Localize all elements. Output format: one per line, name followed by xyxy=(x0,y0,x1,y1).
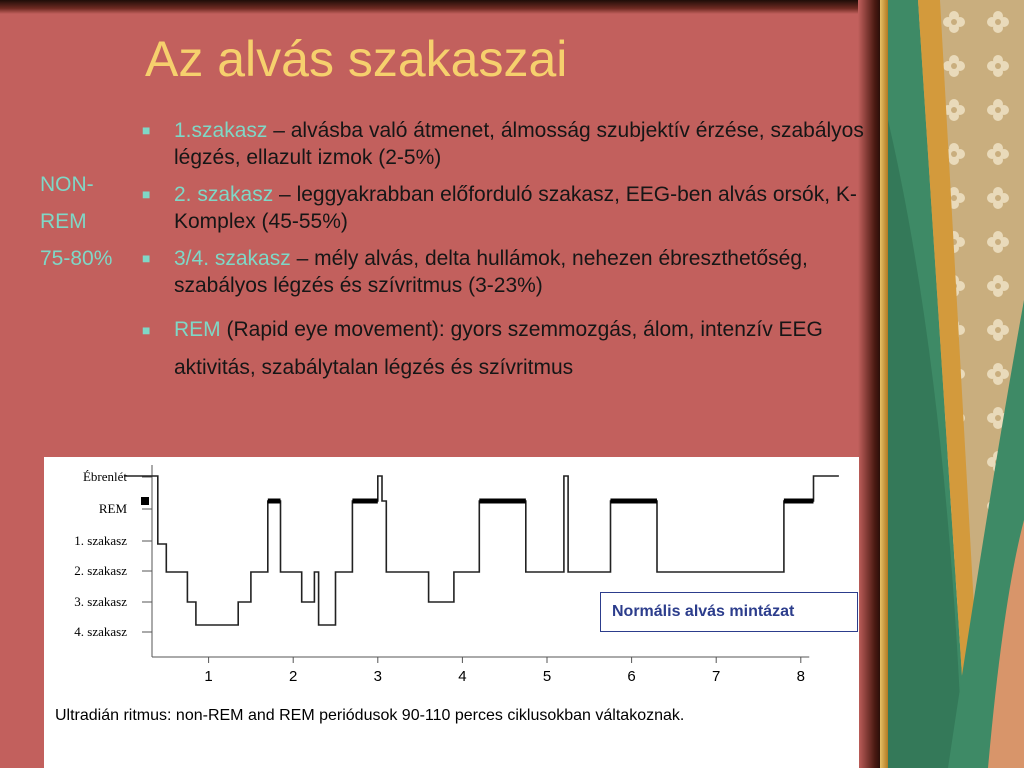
hypnogram-chart xyxy=(44,457,859,768)
y-tick-label: 4. szakasz xyxy=(74,624,127,639)
y-tick-label: 3. szakasz xyxy=(74,594,127,609)
non-rem-label xyxy=(40,166,112,277)
bullet-square-icon: ■ xyxy=(142,186,151,202)
y-tick-label: 1. szakasz xyxy=(74,533,127,548)
bullet-term: REM xyxy=(174,318,221,341)
x-tick-label: 5 xyxy=(542,668,552,685)
y-tick-label: 2. szakasz xyxy=(74,563,127,578)
bullet-square-icon: ■ xyxy=(142,250,151,266)
y-tick-label: Ébrenlét xyxy=(82,469,127,484)
x-tick-label: 6 xyxy=(627,668,636,685)
floral-pattern-image xyxy=(888,0,1024,768)
bullet-text: – alvásba való átmenet, álmosság szubjektív érzése, szabályos légzés, ellazult izmok (2-5%) xyxy=(174,119,864,169)
x-tick-label: 4 xyxy=(458,668,467,685)
non-rem-percentage: 75-80% xyxy=(40,247,113,270)
bullet-stage-1 xyxy=(142,117,902,171)
stage-bullet-list xyxy=(142,117,902,397)
bullet-text: – mély alvás, delta hullámok, nehezen ébreszthetőség, szabályos légzés és szívritmus (3-23%) xyxy=(174,247,808,297)
non-rem-line: NON- xyxy=(40,173,94,196)
bullet-stage-2 xyxy=(142,181,902,235)
bullet-rem xyxy=(142,311,902,387)
rem-marker xyxy=(141,497,149,505)
x-tick-label: 1 xyxy=(204,668,213,685)
bullet-square-icon: ■ xyxy=(142,322,151,338)
x-tick-label: 7 xyxy=(712,668,721,685)
x-tick-label: 2 xyxy=(289,668,298,685)
x-tick-label: 3 xyxy=(373,668,382,685)
x-tick-label: 8 xyxy=(796,668,805,685)
bullet-text: (Rapid eye movement): gyors szemmozgás, álom, intenzív EEG aktivitás, szabálytalan légzés és szívritmus xyxy=(174,318,823,379)
top-shadow-band xyxy=(0,0,880,14)
bullet-term: 3/4. szakasz xyxy=(174,247,291,270)
bullet-square-icon: ■ xyxy=(142,122,151,138)
bullet-stage-3-4 xyxy=(142,245,902,299)
slide-title: Az alvás szakaszai xyxy=(145,31,568,87)
bullet-text: – leggyakrabban előforduló szakasz, EEG-ben alvás orsók, K-Komplex (45-55%) xyxy=(174,183,857,233)
bullet-term: 2. szakasz xyxy=(174,183,274,206)
chart-legend: Normális alvás mintázat xyxy=(600,592,858,632)
y-tick-label: REM xyxy=(98,501,127,516)
chart-caption: Ultradián ritmus: non-REM and REM periódusok 90-110 perces ciklusokban váltakoznak. xyxy=(55,707,685,724)
non-rem-line: REM xyxy=(40,210,87,233)
decorative-panel xyxy=(888,0,1024,768)
bullet-term: 1.szakasz xyxy=(174,119,268,142)
